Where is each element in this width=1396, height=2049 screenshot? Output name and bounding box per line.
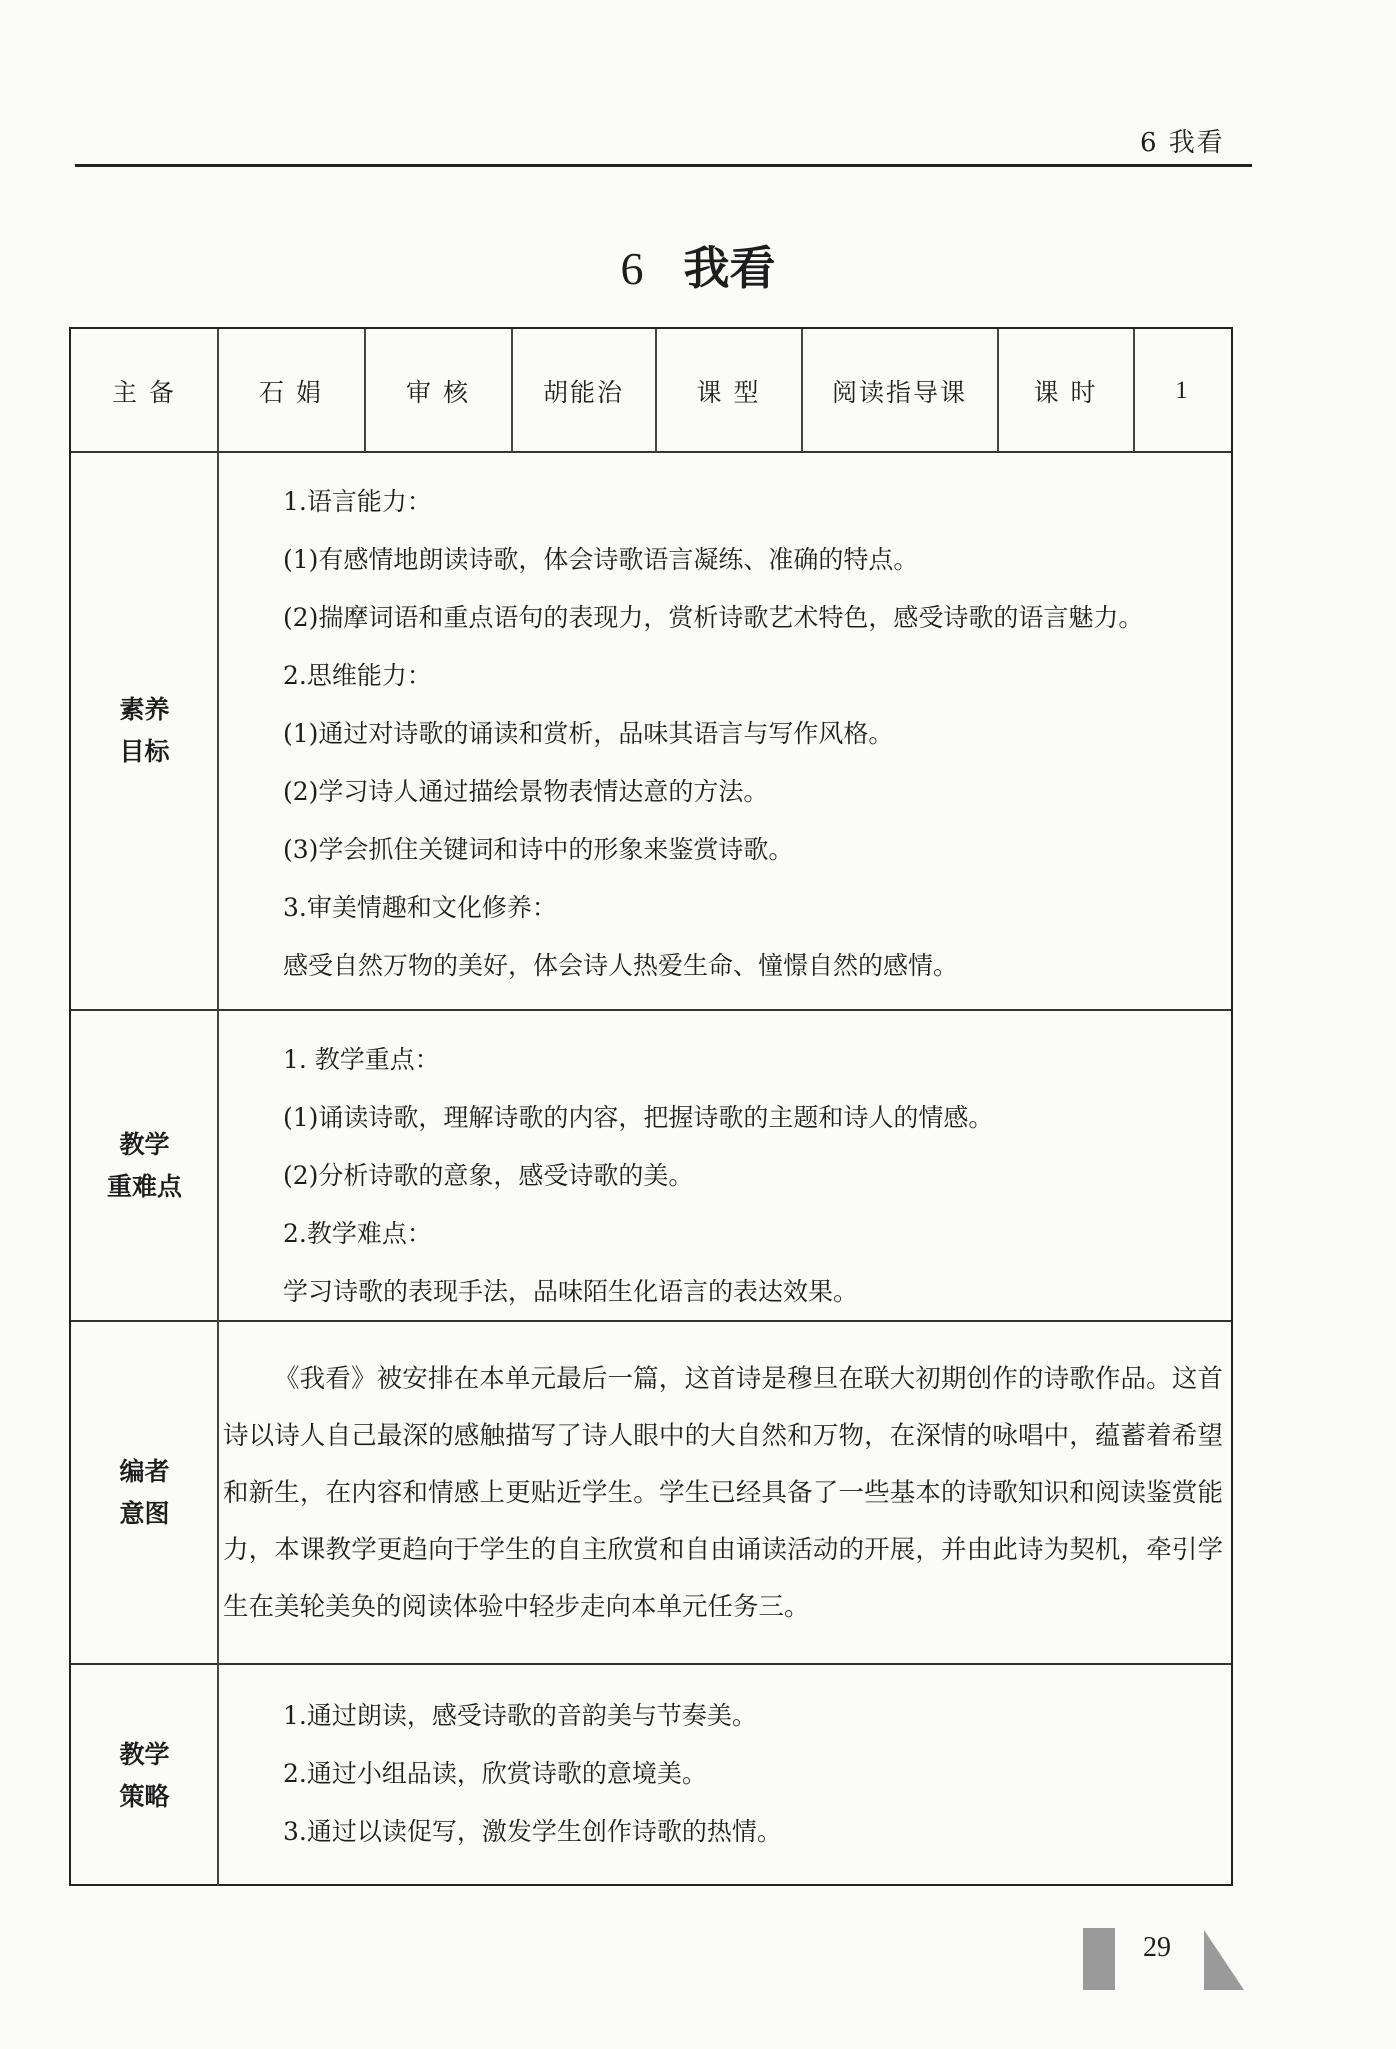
section-label-editor-intent: 编者 意图 xyxy=(119,1456,170,1528)
header-cell-lesson-type: 阅读指导课 xyxy=(831,378,967,407)
header-cell-periods-label: 课 时 xyxy=(1033,378,1098,407)
section-label-literacy-goals: 素养 目标 xyxy=(119,695,170,766)
page-title xyxy=(0,232,1396,298)
page-marker-rect-icon xyxy=(1083,1928,1115,1990)
section-label-teaching-strategy: 教学 策略 xyxy=(119,1739,170,1811)
header-cell-lead-preparer: 石 娟 xyxy=(259,378,323,407)
text-line: (1)通过对诗歌的诵读和赏析，品味其语言与写作风格。 xyxy=(283,719,894,748)
header-cell-reviewer-label: 审 核 xyxy=(406,378,470,407)
section-label-key-difficult-points: 教学 重难点 xyxy=(106,1129,182,1201)
lesson-title: 我看 xyxy=(683,241,776,295)
text-line: 3.通过以读促写，激发学生创作诗歌的热情。 xyxy=(283,1817,782,1846)
text-line: 2.通过小组品读，欣赏诗歌的意境美。 xyxy=(283,1759,707,1788)
header-cell-periods: 1 xyxy=(1175,377,1190,404)
key-difficult-points-content xyxy=(283,1031,1221,1321)
header-cell-reviewer: 胡能治 xyxy=(542,378,624,407)
teaching-strategy-content xyxy=(283,1687,1221,1861)
row-divider xyxy=(71,1009,1231,1011)
text-line: (1)诵读诗歌，理解诗歌的内容，把握诗歌的主题和诗人的情感。 xyxy=(283,1103,994,1132)
text-line: (2)揣摩词语和重点语句的表现力，赏析诗歌艺术特色，感受诗歌的语言魅力。 xyxy=(283,603,1144,632)
header-cell-lesson-type-label: 课 型 xyxy=(696,378,761,407)
text-line: 1.语言能力： xyxy=(283,487,432,516)
text-line: (2)分析诗歌的意象，感受诗歌的美。 xyxy=(283,1161,694,1190)
text-line: (3)学会抓住关键词和诗中的形象来鉴赏诗歌。 xyxy=(283,835,794,864)
text-line: 1. 教学重点： xyxy=(283,1045,440,1074)
text-line: 学习诗歌的表现手法，品味陌生化语言的表达效果。 xyxy=(283,1277,859,1306)
editor-intent-paragraph: 《我看》被安排在本单元最后一篇，这首诗是穆旦在联大初期创作的诗歌作品。这首诗以诗人自己最深的感触描写了诗人眼中的大自然和万物，在深情的咏唱中，蕴蓄着希望和新生，在内容和情感上更贴近学生。学生已经具备了一些基本的诗歌知识和阅读鉴赏能力，本课教学更趋向于学生的自主欣赏和自由诵读活动的开展，并由此诗为契机，牵引学生在美轮美奂的阅读体验中轻步走向本单元任务三。 xyxy=(223,1364,1223,1622)
text-line: 2.思维能力： xyxy=(283,661,432,690)
text-line: 3.审美情趣和文化修养： xyxy=(283,893,557,922)
page-corner-triangle-icon xyxy=(1204,1930,1244,1990)
text-line: (2)学习诗人通过描绘景物表情达意的方法。 xyxy=(283,777,769,806)
text-line: 1.通过朗读，感受诗歌的音韵美与节奏美。 xyxy=(283,1701,757,1730)
text-line: 2.教学难点： xyxy=(283,1219,432,1248)
literacy-goals-content xyxy=(283,473,1221,995)
text-line: 感受自然万物的美好，体会诗人热爱生命、憧憬自然的感情。 xyxy=(283,951,959,980)
lesson-number: 6 xyxy=(620,243,644,294)
header-cell-lead-preparer-label: 主 备 xyxy=(112,378,176,407)
page-number: 29 xyxy=(1143,1932,1171,1963)
running-head: 6 我看 xyxy=(1140,128,1225,158)
lesson-plan-table xyxy=(69,327,1233,1886)
row-divider xyxy=(71,1663,1231,1665)
header-rule xyxy=(75,164,1252,167)
text-line: (1)有感情地朗读诗歌，体会诗歌语言凝练、准确的特点。 xyxy=(283,545,919,574)
